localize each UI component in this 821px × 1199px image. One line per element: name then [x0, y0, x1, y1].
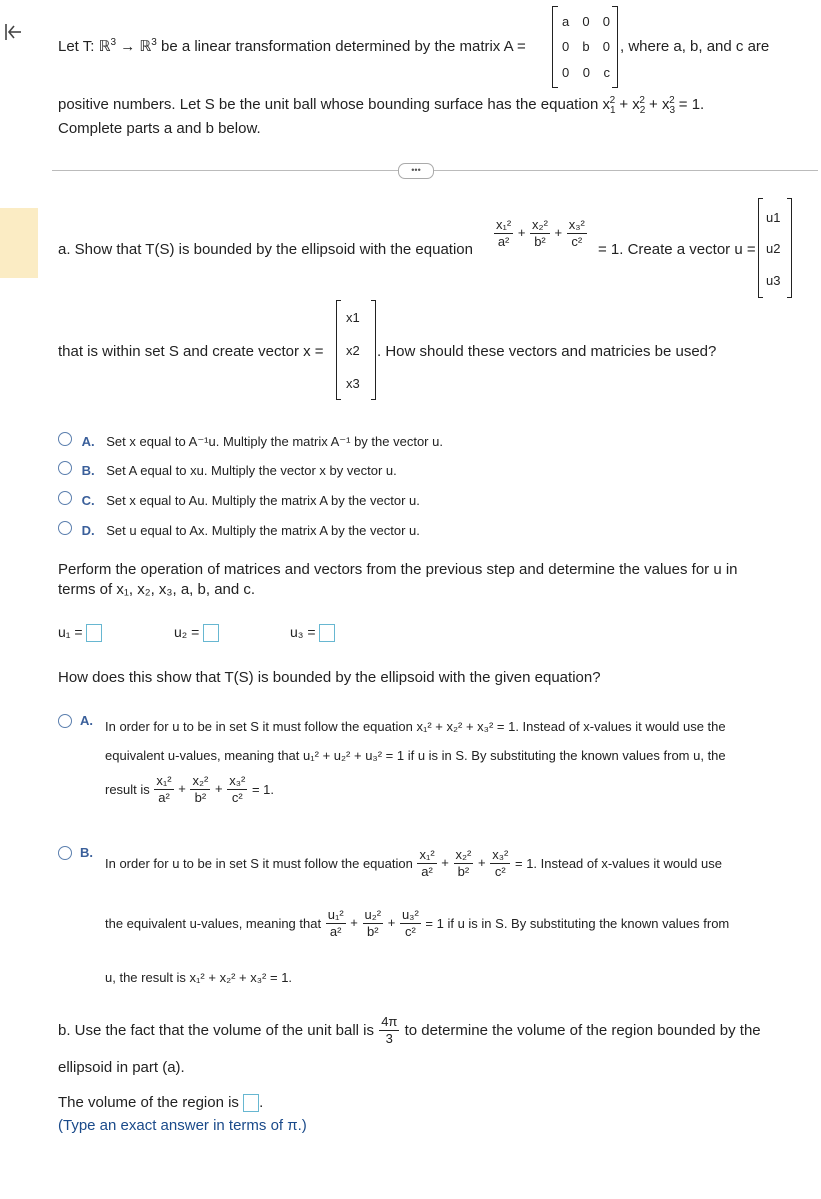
- u1-field: u₁ =: [58, 624, 102, 642]
- radio-icon[interactable]: [58, 521, 72, 535]
- matrix-a: a 0 0 0 b 0 0 0 c: [552, 6, 618, 88]
- u1-input[interactable]: [86, 624, 102, 642]
- divider: [52, 170, 818, 171]
- answer-line: The volume of the region is .: [58, 1094, 264, 1111]
- u2-field: u₂ =: [174, 624, 219, 642]
- part-a-tail: = 1. Create a vector u =: [598, 241, 756, 258]
- x-vector: x1 x2 x3: [336, 300, 376, 400]
- expand-button[interactable]: •••: [398, 163, 434, 179]
- radio-icon[interactable]: [58, 491, 72, 505]
- option-2a-key: A.: [80, 713, 93, 728]
- option-2b-key: B.: [80, 845, 93, 860]
- u2-input[interactable]: [203, 624, 219, 642]
- option-c[interactable]: C. Set x equal to Au. Multiply the matrix A by the vector u.: [58, 491, 420, 508]
- option-2b-line1[interactable]: In order for u to be in set S it must follow the equation $\frac{\text{x₁²}}{\text{a²}}$ + $\frac{\text{x₂²}}{\text{b²}}$ + $\frac{\text{x₃²}}{\text{c²}}$ = 1. Instead of x-values it would use: [105, 847, 723, 879]
- part-a-line2-tail: . How should these vectors and matricies be used?: [377, 343, 717, 360]
- u3-field: u₃ =: [290, 624, 335, 642]
- intro-line3: Complete parts a and b below.: [58, 120, 261, 137]
- intro-line1: Let T: ℝ$^3$ → ℝ$^3$ be a linear transformation determined by the matrix A =: [58, 37, 526, 55]
- intro-line1-tail: , where a, b, and c are: [620, 38, 770, 55]
- u3-input[interactable]: [319, 624, 335, 642]
- radio-icon[interactable]: [58, 714, 72, 733]
- perform-line2: terms of x₁, x₂, x₃, a, b, and c.: [58, 581, 256, 598]
- perform-line1: Perform the operation of matrices and vectors from the previous step and determine the values for u in: [58, 561, 738, 578]
- option-d[interactable]: D. Set u equal to Ax. Multiply the matrix A by the vector u.: [58, 521, 420, 538]
- option-b[interactable]: B. Set A equal to xu. Multiply the vector x by vector u.: [58, 461, 397, 478]
- radio-icon[interactable]: [58, 461, 72, 475]
- option-2b-line2[interactable]: the equivalent u-values, meaning that $\frac{\text{u₁²}}{\text{a²}}$ + $\frac{\text{u₂²}}{\text{b²}}$ + $\frac{\text{u₃²}}{\text{c²}}$ = 1 if u is in S. By substituting the known values from: [105, 907, 730, 939]
- option-2a-line1[interactable]: In order for u to be in set S it must follow the equation x₁² + x₂² + x₃² = 1. Instead of x-values it would use the: [105, 719, 726, 734]
- option-2b-line3[interactable]: u, the result is x₁² + x₂² + x₃² = 1.: [105, 970, 293, 985]
- intro-line2: positive numbers. Let S be the unit ball whose bounding surface has the equation $x_1^2 + x_2^2 + x_3^2 = 1$.: [58, 95, 705, 116]
- part-a-line2: that is within set S and create vector x =: [58, 343, 324, 360]
- option-2a-line3[interactable]: result is $\frac{\text{x₁²}}{\text{a²}}$ + $\frac{\text{x₂²}}{\text{b²}}$ + $\frac{\text{x₃²}}{\text{c²}}$ = 1.: [105, 773, 274, 805]
- option-2a-line2[interactable]: equivalent u-values, meaning that u₁² + u₂² + u₃² = 1 if u is in S. By substituting the known values from u, the: [105, 748, 726, 763]
- answer-hint: (Type an exact answer in terms of π.): [58, 1117, 307, 1134]
- ellipsoid-equation: $\frac{\text{x₁²}}{\text{a²}}$ + $\frac{\text{x₂²}}{\text{b²}}$ + $\frac{\text{x₃²}}{\text{c²}}$: [496, 217, 585, 249]
- collapse-left-icon[interactable]: [4, 22, 22, 42]
- part-b-line1: b. Use the fact that the volume of the unit ball is $\frac{4\pi}{3}$ to determine the volume of the region bounded by the: [58, 1014, 761, 1046]
- radio-icon[interactable]: [58, 432, 72, 446]
- volume-input[interactable]: [243, 1094, 259, 1112]
- part-b-line2: ellipsoid in part (a).: [58, 1059, 185, 1076]
- sidebar-highlight: [0, 208, 38, 278]
- radio-icon[interactable]: [58, 846, 72, 865]
- u-vector: u1 u2 u3: [758, 198, 792, 298]
- question-2: How does this show that T(S) is bounded by the ellipsoid with the given equation?: [58, 669, 601, 686]
- part-a-lead: a. Show that T(S) is bounded by the ellipsoid with the equation: [58, 241, 473, 258]
- option-a[interactable]: A. Set x equal to A⁻¹u. Multiply the matrix A⁻¹ by the vector u.: [58, 432, 443, 450]
